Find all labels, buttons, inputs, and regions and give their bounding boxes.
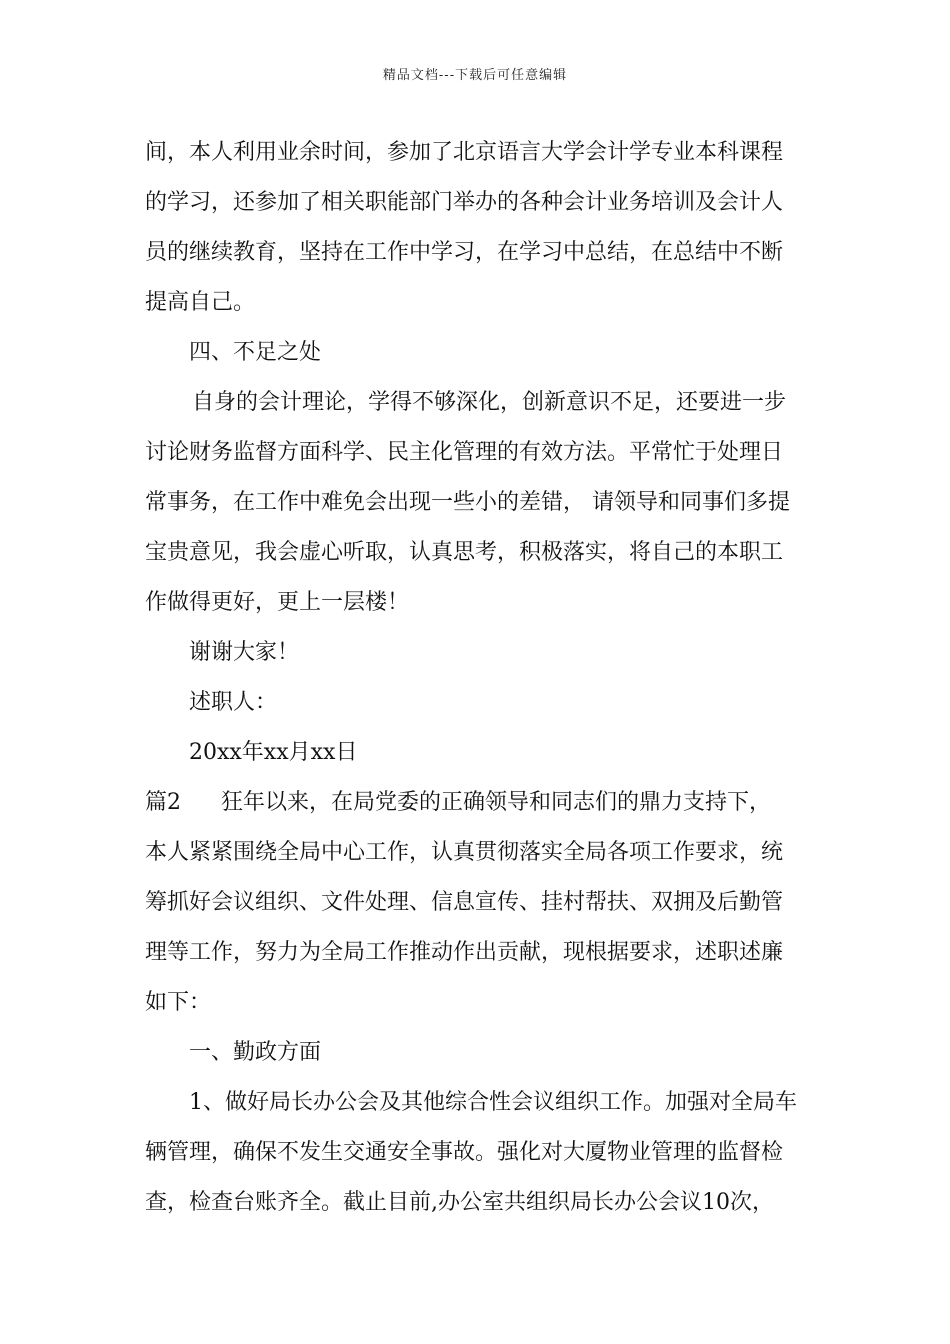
text-line: 提高自己。 [145,290,256,315]
text-line: 如下： [145,990,212,1015]
section-start-line [145,778,810,828]
date-line: 20xx年xx月xx日 [189,740,358,765]
document-body [145,128,810,1228]
text-line: 宝贵意见，我会虚心听取，认真思考，积极落实，将自己的本职工 [145,540,784,565]
text-line: 常事务，在工作中难免会出现一些小的差错， 请领导和同事们多提 [145,490,790,515]
text-line: 的学习，还参加了相关职能部门举办的各种会计业务培训及会计人 [145,190,784,215]
text-line: 筹抓好会议组织、文件处理、信息宣传、挂村帮扶、双拥及后勤管 [145,890,784,915]
section-heading: 一、勤政方面 [189,1040,322,1065]
text-line: 自身的会计理论，学得不够深化，创新意识不足，还要进一步 [192,390,787,415]
closing-thanks: 谢谢大家！ [189,640,300,665]
text-line: 讨论财务监督方面科学、民主化管理的有效方法。平常忙于处理日 [145,440,784,465]
text-line: 间，本人利用业余时间，参加了北京语言大学会计学专业本科课程 [145,140,784,165]
text-line: 辆管理，确保不发生交通安全事故。强化对大厦物业管理的监督检 [145,1140,784,1165]
section-heading: 四、不足之处 [189,340,322,365]
text-line: 1、做好局长办公会及其他综合性会议组织工作。加强对全局车 [189,1090,797,1115]
section-number: 篇2 [145,790,181,815]
text-line: 作做得更好，更上一层楼！ [145,590,410,615]
reporter-label: 述职人： [189,690,278,715]
section-first-text: 狂年以来，在局党委的正确领导和同志们的鼎力支持下， [221,790,772,815]
text-line: 查，检查台账齐全。截止目前,办公室共组织局长办公会议10次， [145,1190,774,1215]
text-line: 员的继续教育，坚持在工作中学习，在学习中总结，在总结中不断 [145,240,784,265]
text-line: 本人紧紧围绕全局中心工作，认真贯彻落实全局各项工作要求，统 [145,840,784,865]
text-line: 理等工作，努力为全局工作推动作出贡献，现根据要求，述职述廉 [145,940,784,965]
page-header: 精品文档---下载后可任意编辑 [382,68,568,83]
